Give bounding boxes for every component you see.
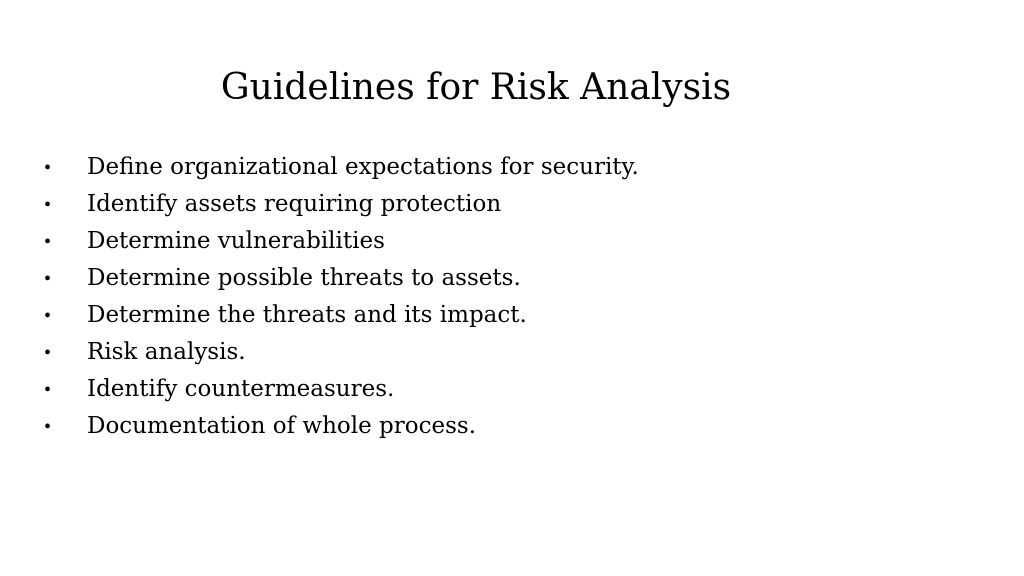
list-item	[44, 223, 639, 260]
list-item-text: Documentation of whole process.	[87, 413, 477, 439]
list-item	[44, 334, 639, 371]
list-item-text: Identify countermeasures.	[87, 376, 395, 402]
list-item-text: Determine possible threats to assets.	[87, 265, 521, 291]
bullet-icon: •	[44, 157, 52, 179]
list-item	[44, 408, 639, 445]
list-item	[44, 297, 639, 334]
list-item	[44, 149, 639, 186]
list-item-text: Determine vulnerabilities	[87, 228, 385, 254]
list-item-text: Identify assets requiring protection	[87, 191, 502, 217]
bullet-icon: •	[44, 268, 52, 290]
bullet-icon: •	[44, 416, 52, 438]
list-item-text: Risk analysis.	[87, 339, 246, 365]
list-item	[44, 260, 639, 297]
list-item-text: Define organizational expectations for security.	[87, 154, 639, 180]
bullet-icon: •	[44, 305, 52, 327]
list-item	[44, 371, 639, 408]
bullet-icon: •	[44, 342, 52, 364]
slide-title: Guidelines for Risk Analysis	[220, 67, 732, 108]
bullet-list	[44, 149, 639, 445]
list-item	[44, 186, 639, 223]
bullet-icon: •	[44, 231, 52, 253]
list-item-text: Determine the threats and its impact.	[87, 302, 527, 328]
bullet-icon: •	[44, 379, 52, 401]
bullet-icon: •	[44, 194, 52, 216]
